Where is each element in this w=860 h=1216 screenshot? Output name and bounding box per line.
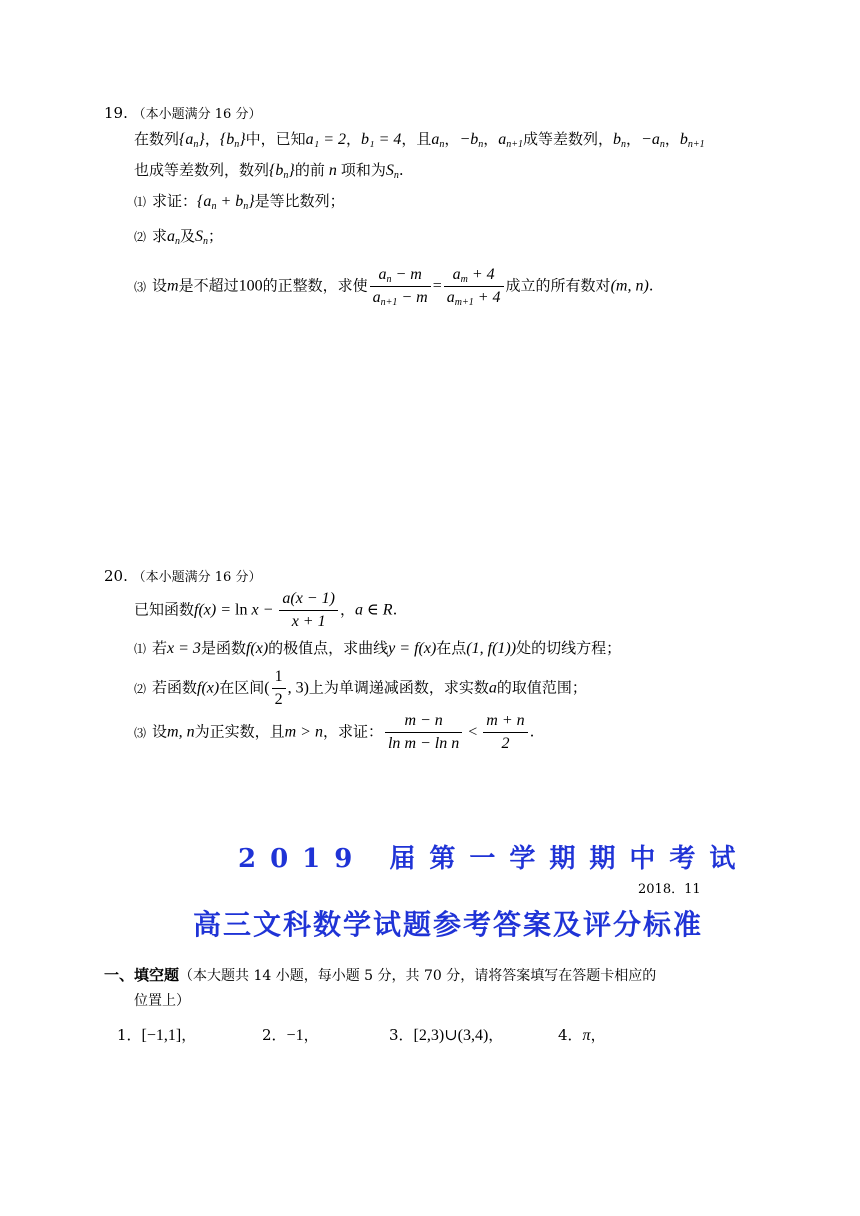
section1-desc: （本大题共 14 小题，每小题 5 分，共 70 分，请将答案填写在答题卡相应的 (179, 968, 657, 984)
answer-date: 2018．11 (638, 882, 701, 897)
answer-subtitle: 高三文科数学试题参考答案及评分标准 (193, 908, 704, 941)
q19-b1: b₁ = 4 (361, 131, 402, 148)
q20-number: 20. (104, 567, 128, 585)
answer-value-3: [2,3)∪(3,4) (413, 1027, 489, 1044)
q20-function-fraction: $\frac{a(x - 1)}{x + 1}$ (279, 590, 338, 631)
q19-score: （本小题满分 16 分） (132, 107, 262, 122)
answer-item-4: 4．π， (558, 1026, 606, 1044)
q20-part3: ⑶ 设m, n为正实数，且m > n，求证： $\frac{m - n}{\text{ln m − ln n}}$ < $\frac{m + n}{2}$ . (134, 712, 535, 752)
q20-score: （本小题满分 16 分） (132, 570, 262, 585)
answer-item-1: 1．[−1,1]， (117, 1026, 197, 1044)
q19-intro-line2: 也成等差数列，数列{bn}的前 n 项和为Sn. (134, 161, 404, 181)
q19-part2: ⑵ 求an及Sn； (134, 227, 224, 247)
q19-a1: a₁ = 2 (305, 131, 347, 148)
q19-part3: ⑶ 设m是不超过100的正整数，求使 $\frac{an - m}{an+1 - m}$ = $\frac{am + 4}{am+1 + 4}$ 成立的所有数对(m, n). (134, 266, 654, 308)
answer-item-2: 2．−1， (262, 1026, 319, 1044)
q20-part2: ⑵ 若函数f(x)在区间( $\frac{1}{2}$ , 3)上为单调递减函数，求实数a的取值范围； (134, 668, 587, 708)
answer-value-1: [−1,1] (141, 1027, 182, 1044)
q20-proof-fraction-right: $\frac{m + n}{2}$ (483, 712, 527, 753)
answer-value-4: π (582, 1027, 591, 1044)
q20-part1: ⑴ 若x = 3是函数f(x)的极值点，求曲线y = f(x)在点(1, f(1))处的切线方程； (134, 639, 622, 657)
section1-line2: 位置上） (134, 993, 190, 1009)
q20-heading (104, 566, 261, 585)
answer-item-3: 3．[2,3)∪(3,4)， (389, 1026, 504, 1044)
q19-part1: ⑴ 求证：{an + bn}是等比数列； (134, 192, 345, 212)
section1-label: 一、填空题 (104, 966, 180, 984)
q19-heading (104, 103, 261, 122)
q19-intro-line1: 在数列{an}，{bn}中，已知a₁ = 2，b₁ = 4，且an，−bn，an+1成等差数列，bn，−an，bn+1 (134, 130, 705, 150)
answer-value-2: −1 (286, 1027, 304, 1044)
section1-line1 (104, 964, 656, 985)
q19-number: 19. (104, 104, 128, 122)
q20-intro: 已知函数f(x) = ln x − $\frac{a(x - 1)}{x + 1}$ ，a ∈ R. (134, 590, 398, 630)
q20-interval-fraction: $\frac{1}{2}$ (272, 668, 286, 709)
answer-title: 2019 届第一学期期中考试 (238, 844, 750, 874)
q20-proof-fraction-left: $\frac{m - n}{\text{ln m − ln n}}$ (385, 712, 462, 753)
q19-fraction-right: $\frac{am + 4}{am+1 + 4}$ (444, 266, 504, 307)
q19-fraction-left: $\frac{an - m}{an+1 - m}$ (370, 266, 431, 307)
